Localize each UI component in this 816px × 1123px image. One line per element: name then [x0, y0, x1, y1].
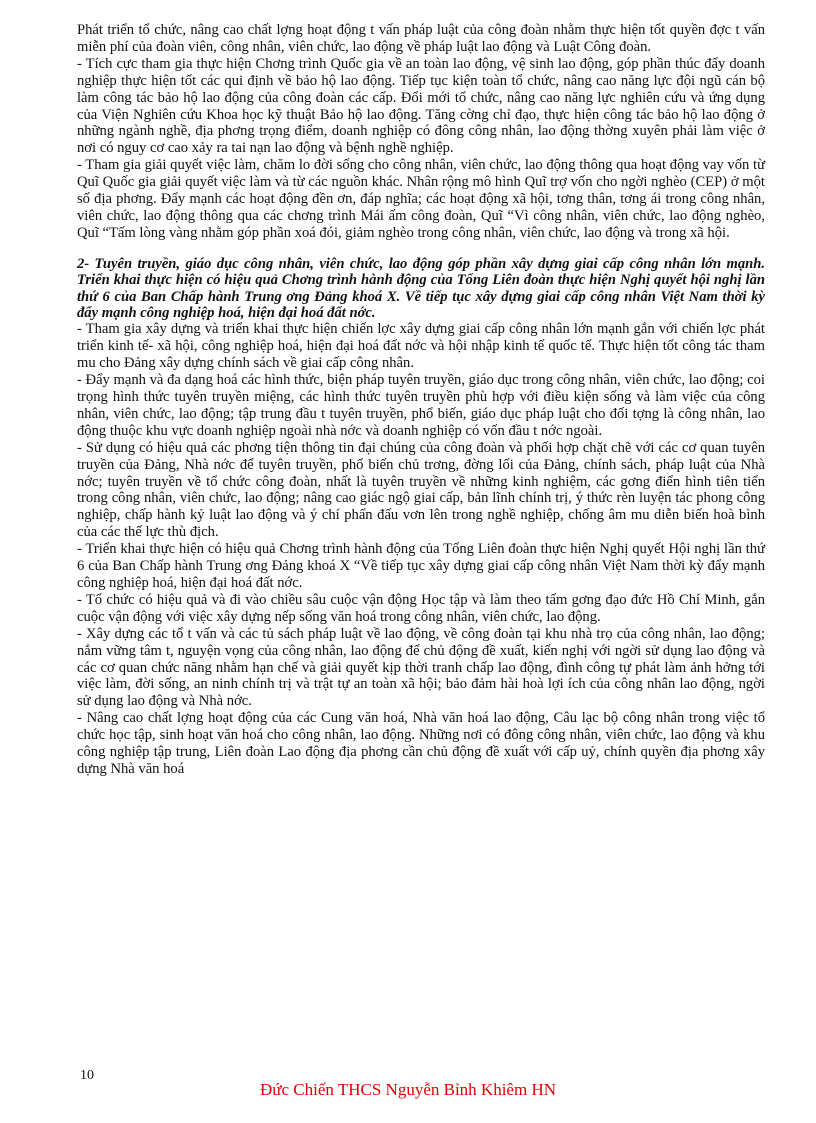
paragraph: - Tham gia giải quyết việc làm, chăm lo đời sống cho công nhân, viên chức, lao động thông qua hoạt động vay vốn từ Quĩ Quốc gia giải quyết việc làm và từ các nguồn khác. Nhân rộng mô hình Quĩ trợ vốn cho ngời nghèo (CEP) ở một số địa phơng. Đẩy mạnh các hoạt động đền ơn, đáp nghĩa; các hoạt động xã hội, tơng thân, tơng ái trong công nhân, viên chức, lao động thông qua các chơng trình Mái ấm công đoàn, Quĩ “Vì công nhân, viên chức, lao động nghèo, Quĩ “Tấm lòng vàng nhằm góp phần xoá đói, giảm nghèo trong công nhân, viên chức, lao động và trong xã hội. — [77, 157, 765, 241]
list-item: - Nâng cao chất lợng hoạt động của các Cung văn hoá, Nhà văn hoá lao động, Câu lạc bộ công nhân trong việc tổ chức học tập, sinh hoạt văn hoá cho công nhân, lao động. Những nơi có đông công nhân, viên chức, lao động và khu công nghiệp tập trung, Liên đoàn Lao động địa phơng cần chủ động đề xuất với cấp uỷ, chính quyền địa phơng xây dựng Nhà văn hoá — [77, 710, 765, 777]
list-item: - Tổ chức có hiệu quả và đi vào chiều sâu cuộc vận động Học tập và làm theo tấm gơng đạo đức Hồ Chí Minh, gắn cuộc vận động với việc xây dựng nếp sống văn hoá trong công nhân, viên chức, lao động. — [77, 591, 765, 625]
list-item: - Xây dựng các tổ t vấn và các tủ sách pháp luật về lao động, về công đoàn tại khu nhà trọ của công nhân, lao động; nắm vững tâm t, nguyện vọng của công nhân, lao động để chủ động đề xuất, kiến nghị với ngời sử dụng lao động và các cơ quan chức năng nhằm hạn chế và giải quyết kịp thời tranh chấp lao động, đình công tự phát làm ảnh hởng tới việc làm, đời sống, an ninh chính trị và trật tự an toàn xã hội; bảo đảm hài hoà lợi ích của công nhân lao động, ngời sử dụng lao động và Nhà nớc. — [77, 625, 765, 710]
list-item: - Sử dụng có hiệu quả các phơng tiện thông tin đại chúng của công đoàn và phối hợp chặt chẽ với các cơ quan tuyên truyền của Đảng, Nhà nớc để tuyên truyền, phổ biến chủ trơng, đờng lối của Đảng, chính sách, pháp luật của Nhà nớc; tuyên truyền về tổ chức công đoàn, nhất là tuyên truyền về những kinh nghiệm, các gơng điển hình tiên tiến trong công nhân, viên chức, lao động; nâng cao giác ngộ giai cấp, bản lĩnh chính trị, ý thức rèn luyện tác phong công nghiệp, chấp hành kỷ luật lao động và ý chí phấn đấu vơn lên trong nghề nghiệp, chống âm mu diễn biến hoà bình của các thế lực thù địch. — [77, 439, 765, 541]
list-item: - Đẩy mạnh và đa dạng hoá các hình thức, biện pháp tuyên truyền, giáo dục trong công nhân, viên chức, lao động; coi trọng hình thức tuyên truyền miệng, các hình thức tuyên truyền phù hợp với điều kiện sống và làm việc của công nhân, viên chức, lao động; tập trung đầu t tuyên truyền, phổ biến, giáo dục pháp luật cho đối tợng là công nhân, lao động thuộc khu vực doanh nghiệp ngoài nhà nớc và doanh nghiệp có vốn đầu t nớc ngoài. — [77, 372, 765, 439]
document-body — [77, 22, 765, 778]
section-heading: 2- Tuyên truyền, giáo dục công nhân, viên chức, lao động góp phần xây dựng giai cấp công nhân lớn mạnh. Triển khai thực hiện có hiệu quả Chơng trình hành động của Tổng Liên đoàn thực hiện Nghị quyết hội nghị lần thứ 6 của Ban Chấp hành Trung ơng Đảng khoá X. Về tiếp tục xây dựng giai cấp công nhân Việt Nam thời kỳ đẩy mạnh công nghiệp hoá, hiện đại hoá đất nớc. — [77, 255, 765, 321]
paragraph: Phát triển tổ chức, nâng cao chất lợng hoạt động t vấn pháp luật của công đoàn nhằm thực hiện tốt quyền đợc t vấn miễn phí của đoàn viên, công nhân, viên chức, lao động về pháp luật lao động và Luật Công đoàn. — [77, 22, 765, 55]
page-number: 10 — [80, 1068, 94, 1083]
list-item: - Tham gia xây dựng và triển khai thực hiện chiến lợc xây dựng giai cấp công nhân lớn mạnh gắn với chiến lợc phát triển kinh tế- xã hội, công nghiệp hoá, hiện đại hoá đất nớc và hội nhập kinh tế quốc tế. Thực hiện tốt công tác tham mu cho Đảng xây dựng chính sách về giai cấp công nhân. — [77, 321, 765, 372]
paragraph-gap — [77, 242, 765, 256]
list-item: - Triển khai thực hiện có hiệu quả Chơng trình hành động của Tổng Liên đoàn thực hiện Nghị quyết Hội nghị lần thứ 6 của Ban Chấp hành Trung ơng Đảng khoá X “Về tiếp tục xây dựng giai cấp công nhân Việt Nam thời kỳ đẩy mạnh công nghiệp hoá, hiện đại hoá đất nớc. — [77, 541, 765, 591]
page-footer: Đức Chiến THCS Nguyễn Bỉnh Khiêm HN — [260, 1080, 556, 1099]
paragraph: - Tích cực tham gia thực hiện Chơng trình Quốc gia về an toàn lao động, vệ sinh lao động, góp phần thúc đẩy doanh nghiệp thực hiện tốt các qui định về bảo hộ lao động. Tiếp tục kiện toàn tổ chức, nâng cao năng lực đội ngũ cán bộ làm công tác bảo hộ lao động của công đoàn các cấp. Đổi mới tổ chức, nâng cao năng lực nghiên cứu và ứng dụng của Viện Nghiên cứu Khoa học kỹ thuật Bảo hộ lao động. Tăng cờng chỉ đạo, thực hiện công tác bảo hộ lao động ở những ngành nghề, địa phơng trọng điểm, doanh nghiệp có đông công nhân, lao động thờng xuyên phải làm việc ở nơi có nguy cơ cao xảy ra tai nạn lao động và bệnh nghề nghiệp. — [77, 55, 765, 157]
